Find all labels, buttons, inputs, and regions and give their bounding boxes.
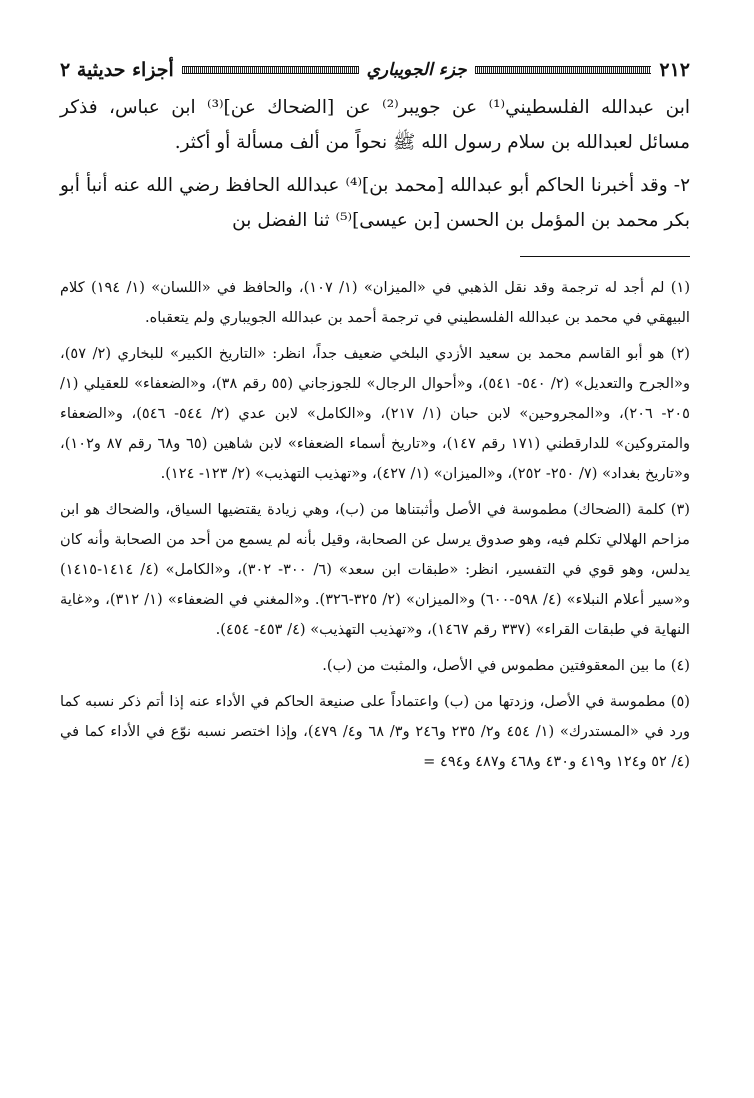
footnotes: [60, 273, 690, 777]
footnote-1: (١) لم أجد له ترجمة وقد نقل الذهبي في «الميزان» (١/ ١٠٧)، والحافظ في «اللسان» (١/ ١٩٤) كلام البيهقي في محمد بن عبدالله الفلسطيني في ترجمة أحمد بن عبدالله الجويباري ولم يتعقباه.: [60, 279, 691, 326]
page: [60, 50, 690, 783]
book-title: جزء الجويباري: [366, 60, 467, 80]
running-header: [60, 50, 690, 90]
header-rule-right: [475, 66, 652, 74]
main-paragraph: ٢- وقد أخبرنا الحاكم أبو عبدالله [محمد بن]⁽⁴⁾ عبدالله الحافظ رضي الله عنه أنبأ أبو بكر محمد بن المؤمل بن الحسن [بن عيسى]⁽⁵⁾ ثنا الفضل بن: [60, 175, 690, 231]
footnote-3: (٣) كلمة (الضحاك) مطموسة في الأصل وأثبتناها من (ب)، وهي زيادة يقتضيها السياق، والضحاك هو ابن مزاحم الهلالي تكلم فيه، وهو صدوق يرسل عن الصحابة، وقيل بأنه لم يسمع من أحد من الصحابة وأنه كان يدلس، وهو قوي في التفسير، انظر: «طبقات ابن سعد» (٦/ ٣٠٠- ٣٠٢)، و«الكامل» (٤/ ١٤١٤-١٤١٥) و«سير أعلام النبلاء» (٤/ ٥٩٨-٦٠٠) و«الميزان» (٢/ ٣٢٥-٣٢٦). و«المغني في الضعفاء» (١/ ٣١٢)، و«غاية النهاية في طبقات القراء» (٣٣٧ رقم ١٤٦٧)، و«تهذيب التهذيب» (٤/ ٤٥٣- ٤٥٤).: [60, 501, 691, 638]
page-number: ٢١٢: [659, 59, 690, 81]
footnote-2: (٢) هو أبو القاسم محمد بن سعيد الأزدي البلخي ضعيف جداً، انظر: «التاريخ الكبير» للبخاري (٢/ ٥٧)، و«الجرح والتعديل» (٢/ ٥٤٠- ٥٤١)، و«أحوال الرجال» للجوزجاني (٥٥ رقم ٣٨)، و«الضعفاء» للعقيلي (١/ ٢٠٥- ٢٠٦)، و«المجروحين» لابن حبان (١/ ٢١٧)، و«الكامل» لابن عدي (٢/ ٥٤٤- ٥٤٦)، و«الضعفاء والمتروكين» للدارقطني (١٧١ رقم ١٤٧)، و«تاريخ أسماء الضعفاء» لابن شاهين (٦٥ و٦٨ رقم ٨٧ و١٠٢)، و«تاريخ بغداد» (٧/ ٢٥٠- ٢٥٢)، و«الميزان» (١/ ٤٢٧)، و«تهذيب التهذيب» (٢/ ١٢٣- ١٢٤).: [60, 345, 691, 482]
series-title: أجزاء حديثية ٢: [59, 59, 174, 81]
footnote-4: (٤) ما بين المعقوفتين مطموس في الأصل، والمثبت من (ب).: [322, 657, 690, 674]
footnote-5: (٥) مطموسة في الأصل، وزدتها من (ب) واعتماداً على صنيعة الحاكم في الأداء عنه إذا أتم ذكر نسبه كما ورد في «المستدرك» (١/ ٤٥٤ و٢/ ٢٣٥ و٢٤٦ و٣/ ٦٨ و٤/ ٤٧٩)، وإذا اختصر نسبه نوّع في الأداء كما في (٤/ ٥٢ و١٢٤ و٤١٩ و٤٣٠ و٤٦٨ و٤٨٧ و٤٩٤ =: [60, 693, 691, 770]
main-text: [60, 90, 690, 238]
main-paragraph: ابن عبدالله الفلسطيني⁽¹⁾ عن جويبر⁽²⁾ عن [الضحاك عن]⁽³⁾ ابن عباس، فذكر مسائل لعبدالله بن سلام رسول الله ﷺ نحواً من ألف مسألة أو أكثر.: [60, 97, 690, 153]
footnote-separator: [520, 256, 690, 257]
header-rule-left: [182, 66, 359, 74]
